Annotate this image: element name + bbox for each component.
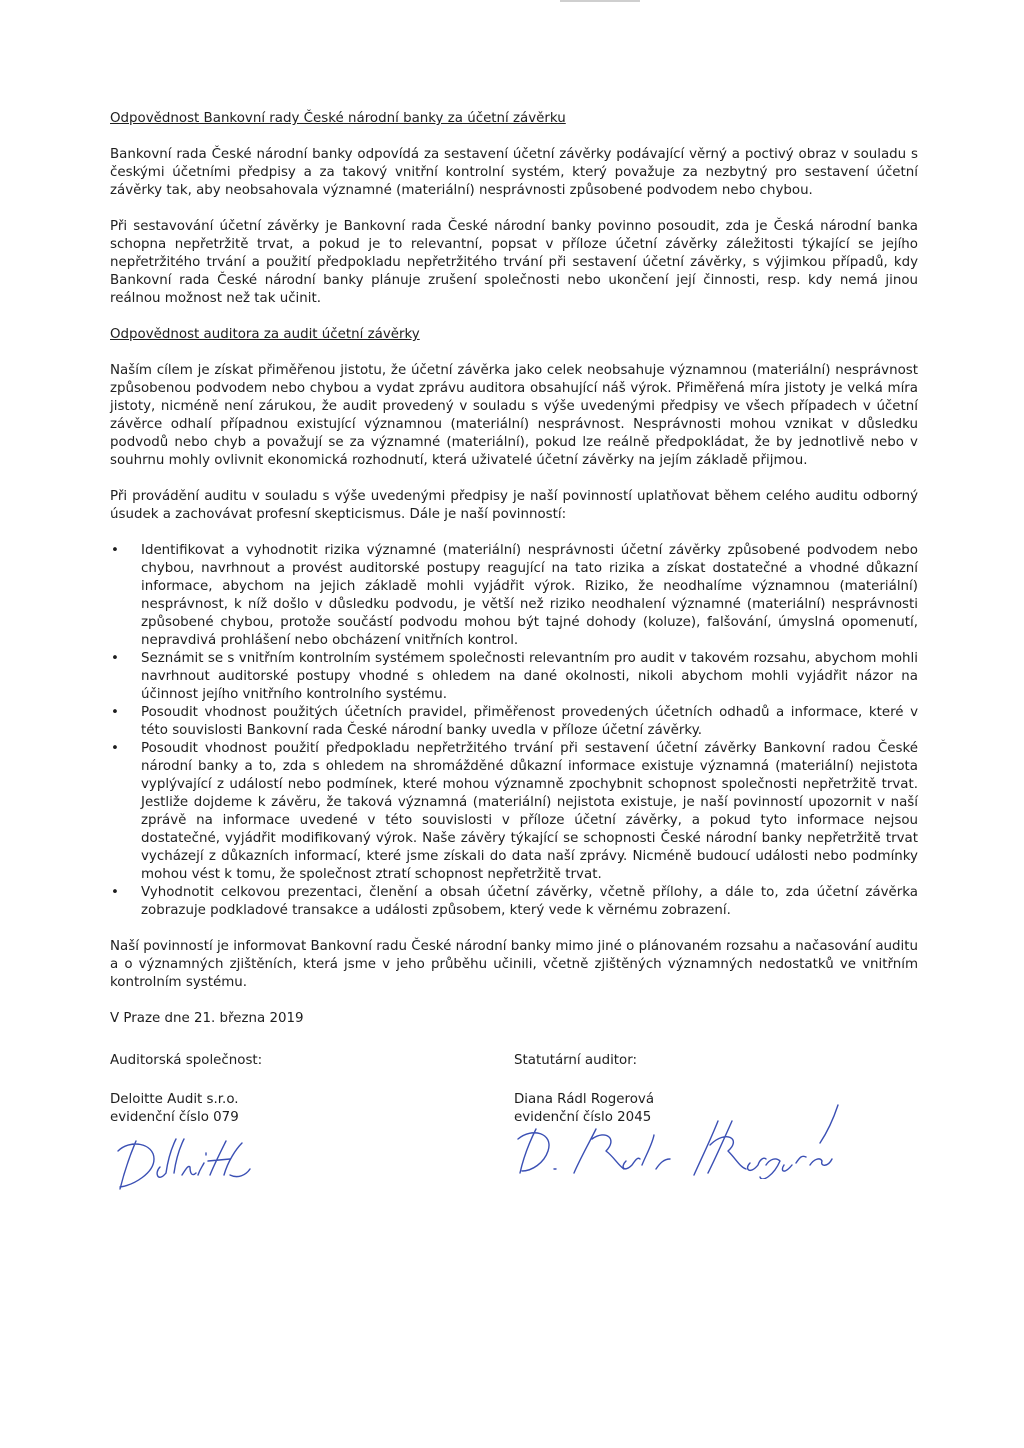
section-heading-board-responsibility: Odpovědnost Bankovní rady České národní banky za účetní závěrku <box>110 111 566 126</box>
registration-number: evidenční číslo 079 <box>110 1110 239 1125</box>
signatory-name: Diana Rádl Rogerová <box>514 1092 655 1107</box>
signatory-name: Deloitte Audit s.r.o. <box>110 1092 239 1107</box>
list-item-text: Seznámit se s vnitřním kontrolním systémem společnosti relevantním pro audit v takovém rozsahu, abychom mohli navrhnout auditorské postupy vhodné s ohledem na dané okolnosti, nikoli abychom mohli vyjádřit názor na účinnost jejího vnitřního kontrolního systému. <box>141 651 918 702</box>
bullet-icon: • <box>111 705 119 720</box>
signatory-role: Auditorská společnost: <box>110 1053 263 1068</box>
list-item-text: Posoudit vhodnost použitých účetních pravidel, přiměřenost provedených účetních odhadů a informace, které v této souvislosti Bankovní rada České národní banky uvedla v příloze účetní závěrky. <box>141 705 918 738</box>
scan-mark <box>560 0 640 2</box>
signature-right <box>514 1052 918 1195</box>
paragraph: Při provádění auditu v souladu s výše uvedenými předpisy je naší povinností uplatňovat během celého auditu odborný úsudek a zachovávat profesní skepticismus. Dále je naší povinností: <box>110 489 918 522</box>
list-item-text: Vyhodnotit celkovou prezentaci, členění a obsah účetní závěrky, včetně přílohy, a dále to, zda účetní závěrka zobrazuje podkladové transakce a události způsobem, který vede k věrnému zobrazení. <box>141 885 918 918</box>
list-item <box>110 740 918 884</box>
bullet-icon: • <box>111 543 119 558</box>
closing-paragraph: Naší povinností je informovat Bankovní radu České národní banky mimo jiné o plánovaném rozsahu a načasování auditu a o významných zjištěních, která jsme v jeho průběhu učinili, včetně zjištěných významných nedostatků ve vnitřním kontrolním systému. <box>110 939 918 990</box>
paragraph: Při sestavování účetní závěrky je Bankovní rada České národní banky povinno posoudit, zda je Česká národní banka schopna nepřetržitě trvat, a pokud je to relevantní, popsat v příloze účetní závěrky záležitosti týkající se jejího nepřetržitého trvání a použití předpokladu nepřetržitého trvání při sestavení účetní závěrky, s výjimkou případů, kdy Bankovní rada České národní banky plánuje zrušení společnosti nebo ukončení její činnosti, resp. kdy nemá jinou reálnou možnost než tak učinit. <box>110 219 918 306</box>
bullet-icon: • <box>111 741 119 756</box>
list-item <box>110 884 918 920</box>
date-line: V Praze dne 21. března 2019 <box>110 1011 304 1026</box>
bullet-icon: • <box>111 885 119 900</box>
list-item-text: Identifikovat a vyhodnotit rizika významné (materiální) nesprávnosti účetní závěrky způsobené podvodem nebo chybou, navrhnout a provést auditorské postupy reagující na tato rizika a získat dostatečné a vhodné důkazní informace, abychom na jejich základě mohli vyjádřit výrok. Riziko, že neodhalíme významnou (materiální) nesprávnost, k níž došlo v důsledku podvodu, je větší než riziko neodhalení významné (materiální) nesprávnosti způsobené chybou, protože součástí podvodu mohou být tajné dohody (koluze), falšování, úmyslná opomenutí, nepravdivá prohlášení nebo obcházení vnitřních kontrol. <box>141 543 918 648</box>
list-item <box>110 704 918 740</box>
paragraph: Naším cílem je získat přiměřenou jistotu, že účetní závěrka jako celek neobsahuje významnou (materiální) nesprávnost způsobenou podvodem nebo chybou a vydat zprávu auditora obsahující náš výrok. Přiměřená míra jistoty je velká míra jistoty, nicméně není zárukou, že audit provedený v souladu s výše uvedenými předpisy ve všech případech v účetní závěrce odhalí případnou existující významnou (materiální) nesprávnost. Nesprávnosti mohou vznikat v důsledku podvodů nebo chyb a považují se za významné (materiální), pokud lze reálně předpokládat, že by jednotlivě nebo v souhrnu mohly ovlivnit ekonomická rozhodnutí, která uživatelé účetní závěrky na jejím základě přijmou. <box>110 363 918 468</box>
bullet-icon: • <box>111 651 119 666</box>
document-body <box>110 110 918 1195</box>
list-item <box>110 650 918 704</box>
list-item <box>110 542 918 650</box>
list-item-text: Posoudit vhodnost použití předpokladu nepřetržitého trvání při sestavení účetní závěrky Bankovní radou České národní banky a to, zda s ohledem na shromážděné důkazní informace existuje významná (materiální) nejistota vyplývající z událostí nebo podmínek, které mohou významně zpochybnit schopnost společnosti nepřetržitě trvat. Jestliže dojdeme k závěru, že taková významná (materiální) nejistota existuje, je naší povinností upozornit v naší zprávě na informace uvedené v této souvislosti v příloze účetní závěrky, a pokud tyto informace nejsou dostatečné, vyjádřit modifikovaný výrok. Naše závěry týkající se schopnosti České národní banky nepřetržitě trvat vycházejí z důkazních informací, které jsme získali do data naší zprávy. Nicméně budoucí události nebo podmínky mohou vést k tomu, že společnost ztratí schopnost nepřetržitě trvat. <box>141 741 918 882</box>
signature-left <box>110 1052 514 1195</box>
registration-number: evidenční číslo 2045 <box>514 1110 652 1125</box>
signature-block <box>110 1052 918 1195</box>
handwritten-signature <box>110 1129 280 1195</box>
duties-list <box>110 542 918 920</box>
signatory-role: Statutární auditor: <box>514 1053 638 1068</box>
paragraph: Bankovní rada České národní banky odpovídá za sestavení účetní závěrky podávající věrný a poctivý obraz v souladu s českými účetními předpisy a za takový vnitřní kontrolní systém, který považuje za nezbytný pro sestavení účetní závěrky tak, aby neobsahovala významné (materiální) nesprávnosti způsobené podvodem nebo chybou. <box>110 147 918 198</box>
section-heading-auditor-responsibility: Odpovědnost auditora za audit účetní závěrky <box>110 327 420 342</box>
